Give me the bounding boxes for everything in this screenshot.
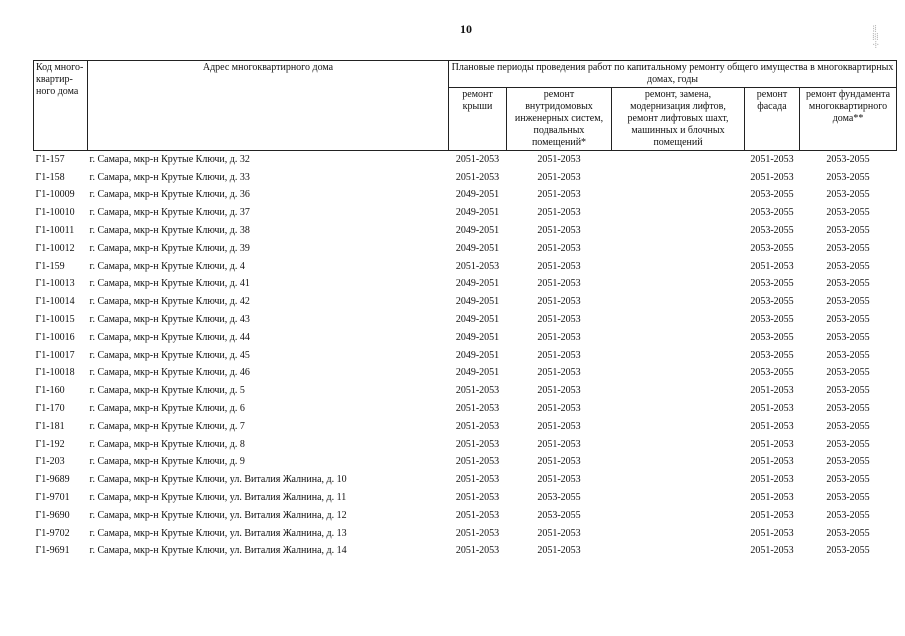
cell-code: Г1-10009 — [35, 189, 75, 201]
cell-address: г. Самара, мкр-н Крутые Ключи, д. 32 — [89, 153, 250, 165]
table-row — [34, 382, 897, 400]
cell-address: г. Самара, мкр-н Крутые Ключи, д. 4 — [89, 260, 245, 272]
cell-address: г. Самара, мкр-н Крутые Ключи, д. 44 — [89, 331, 250, 343]
cell-code: Г1-10016 — [35, 331, 75, 343]
cell-foundation: 2053-2055 — [826, 385, 870, 397]
cell-foundation: 2053-2055 — [826, 260, 870, 272]
cell-foundation: 2053-2055 — [826, 403, 870, 415]
cell-roof: 2051-2053 — [455, 438, 500, 450]
cell-foundation: 2053-2055 — [826, 527, 870, 539]
header-systems: ремонт внутридомовых инженерных систем, подвальных помещений* — [507, 88, 612, 151]
table-row — [34, 276, 897, 294]
cell-address: г. Самара, мкр-н Крутые Ключи, д. 42 — [89, 296, 250, 308]
cell-roof: 2051-2053 — [455, 492, 500, 504]
cell-address: г. Самара, мкр-н Крутые Ключи, д. 46 — [89, 367, 250, 379]
cell-address: г. Самара, мкр-н Крутые Ключи, д. 8 — [89, 438, 245, 450]
cell-facade: 2051-2053 — [750, 385, 794, 397]
cell-address: г. Самара, мкр-н Крутые Ключи, д. 41 — [89, 278, 250, 290]
table-row — [34, 169, 897, 187]
table-row — [34, 400, 897, 418]
cell-lifts — [612, 525, 745, 543]
cell-address: г. Самара, мкр-н Крутые Ключи, д. 38 — [89, 225, 250, 237]
cell-code: Г1-10015 — [35, 314, 75, 326]
cell-roof: 2051-2053 — [455, 527, 500, 539]
cell-foundation: 2053-2055 — [826, 509, 870, 521]
cell-code: Г1-159 — [35, 260, 65, 272]
cell-lifts — [612, 454, 745, 472]
cell-address: г. Самара, мкр-н Крутые Ключи, д. 37 — [89, 207, 250, 219]
cell-roof: 2051-2053 — [455, 153, 500, 165]
cell-systems: 2053-2055 — [537, 492, 581, 504]
cell-systems: 2051-2053 — [537, 527, 581, 539]
cell-roof: 2049-2051 — [455, 349, 500, 361]
cell-code: Г1-10014 — [35, 296, 75, 308]
cell-address: г. Самара, мкр-н Крутые Ключи, д. 39 — [89, 242, 250, 254]
table-row — [34, 489, 897, 507]
table-row — [34, 347, 897, 365]
cell-lifts — [612, 436, 745, 454]
cell-roof: 2051-2053 — [455, 509, 500, 521]
table-row — [34, 258, 897, 276]
cell-roof: 2049-2051 — [455, 225, 500, 237]
cell-roof: 2051-2053 — [455, 474, 500, 486]
cell-lifts — [612, 187, 745, 205]
cell-lifts — [612, 471, 745, 489]
cell-roof: 2051-2053 — [455, 171, 500, 183]
cell-address: г. Самара, мкр-н Крутые Ключи, д. 6 — [89, 403, 245, 415]
cell-facade: 2053-2055 — [750, 349, 794, 361]
cell-facade: 2053-2055 — [750, 242, 794, 254]
cell-address: г. Самара, мкр-н Крутые Ключи, д. 7 — [89, 420, 245, 432]
cell-foundation: 2053-2055 — [826, 420, 870, 432]
cell-systems: 2051-2053 — [537, 367, 581, 379]
cell-code: Г1-160 — [35, 385, 65, 397]
cell-facade: 2051-2053 — [750, 420, 794, 432]
cell-code: Г1-10013 — [35, 278, 75, 290]
cell-code: Г1-181 — [35, 420, 65, 432]
cell-code: Г1-9690 — [35, 509, 70, 521]
cell-address: г. Самара, мкр-н Крутые Ключи, д. 33 — [89, 171, 250, 183]
cell-systems: 2051-2053 — [537, 278, 581, 290]
cell-systems: 2051-2053 — [537, 420, 581, 432]
cell-code: Г1-9701 — [35, 492, 70, 504]
cell-facade: 2053-2055 — [750, 367, 794, 379]
cell-code: Г1-10017 — [35, 349, 75, 361]
cell-systems: 2051-2053 — [537, 545, 581, 557]
stamp-mark: ⁝⁞ ⁞⁝⁞ ·⁞· — [872, 24, 879, 51]
header-roof: ремонт крыши — [449, 88, 507, 151]
cell-roof: 2049-2051 — [455, 367, 500, 379]
cell-facade: 2051-2053 — [750, 171, 794, 183]
cell-systems: 2053-2055 — [537, 509, 581, 521]
table-row — [34, 471, 897, 489]
cell-roof: 2051-2053 — [455, 420, 500, 432]
table-row — [34, 151, 897, 169]
cell-lifts — [612, 543, 745, 561]
table-row — [34, 204, 897, 222]
cell-systems: 2051-2053 — [537, 385, 581, 397]
cell-foundation: 2053-2055 — [826, 367, 870, 379]
cell-code: Г1-157 — [35, 153, 65, 165]
cell-code: Г1-10012 — [35, 242, 75, 254]
cell-systems: 2051-2053 — [537, 189, 581, 201]
table-body — [34, 151, 897, 561]
cell-systems: 2051-2053 — [537, 225, 581, 237]
cell-address: г. Самара, мкр-н Крутые Ключи, ул. Виталия Жалнина, д. 10 — [89, 474, 347, 486]
table-row — [34, 311, 897, 329]
cell-facade: 2051-2053 — [750, 260, 794, 272]
cell-systems: 2051-2053 — [537, 296, 581, 308]
cell-systems: 2051-2053 — [537, 314, 581, 326]
cell-roof: 2049-2051 — [455, 296, 500, 308]
cell-facade: 2051-2053 — [750, 153, 794, 165]
cell-foundation: 2053-2055 — [826, 189, 870, 201]
cell-lifts — [612, 276, 745, 294]
cell-roof: 2051-2053 — [455, 403, 500, 415]
cell-address: г. Самара, мкр-н Крутые Ключи, ул. Виталия Жалнина, д. 14 — [89, 545, 347, 557]
cell-foundation: 2053-2055 — [826, 242, 870, 254]
cell-foundation: 2053-2055 — [826, 492, 870, 504]
cell-facade: 2053-2055 — [750, 189, 794, 201]
cell-lifts — [612, 293, 745, 311]
table-row — [34, 240, 897, 258]
cell-foundation: 2053-2055 — [826, 278, 870, 290]
cell-systems: 2051-2053 — [537, 474, 581, 486]
cell-facade: 2051-2053 — [750, 492, 794, 504]
cell-facade: 2051-2053 — [750, 403, 794, 415]
cell-facade: 2053-2055 — [750, 225, 794, 237]
cell-code: Г1-9689 — [35, 474, 70, 486]
cell-address: г. Самара, мкр-н Крутые Ключи, ул. Виталия Жалнина, д. 11 — [89, 492, 347, 504]
table-row — [34, 329, 897, 347]
table-row — [34, 365, 897, 383]
cell-systems: 2051-2053 — [537, 349, 581, 361]
cell-lifts — [612, 222, 745, 240]
cell-facade: 2051-2053 — [750, 438, 794, 450]
cell-foundation: 2053-2055 — [826, 314, 870, 326]
cell-roof: 2049-2051 — [455, 278, 500, 290]
cell-facade: 2053-2055 — [750, 314, 794, 326]
header-foundation: ремонт фундамента многоквартирного дома** — [800, 88, 897, 151]
cell-code: Г1-158 — [35, 171, 65, 183]
cell-systems: 2051-2053 — [537, 171, 581, 183]
cell-systems: 2051-2053 — [537, 403, 581, 415]
header-code: Код много-квартир-ного дома — [34, 61, 88, 151]
cell-code: Г1-192 — [35, 438, 65, 450]
cell-foundation: 2053-2055 — [826, 456, 870, 468]
cell-code: Г1-203 — [35, 456, 65, 468]
capital-repair-table — [33, 60, 897, 560]
cell-lifts — [612, 382, 745, 400]
cell-foundation: 2053-2055 — [826, 225, 870, 237]
cell-facade: 2051-2053 — [750, 527, 794, 539]
cell-roof: 2049-2051 — [455, 242, 500, 254]
cell-foundation: 2053-2055 — [826, 438, 870, 450]
cell-address: г. Самара, мкр-н Крутые Ключи, д. 9 — [89, 456, 245, 468]
cell-address: г. Самара, мкр-н Крутые Ключи, д. 5 — [89, 385, 245, 397]
cell-roof: 2049-2051 — [455, 207, 500, 219]
cell-foundation: 2053-2055 — [826, 331, 870, 343]
cell-foundation: 2053-2055 — [826, 349, 870, 361]
cell-facade: 2053-2055 — [750, 207, 794, 219]
cell-facade: 2051-2053 — [750, 474, 794, 486]
cell-address: г. Самара, мкр-н Крутые Ключи, д. 36 — [89, 189, 250, 201]
cell-code: Г1-9702 — [35, 527, 70, 539]
table-row — [34, 454, 897, 472]
cell-facade: 2051-2053 — [750, 509, 794, 521]
cell-lifts — [612, 169, 745, 187]
cell-lifts — [612, 489, 745, 507]
cell-roof: 2051-2053 — [455, 260, 500, 272]
cell-lifts — [612, 204, 745, 222]
cell-facade: 2051-2053 — [750, 456, 794, 468]
header-lifts: ремонт, замена, модернизация лифтов, ремонт лифтовых шахт, машинных и блочных помещений — [612, 88, 745, 151]
cell-lifts — [612, 311, 745, 329]
cell-roof: 2049-2051 — [455, 189, 500, 201]
cell-address: г. Самара, мкр-н Крутые Ключи, д. 45 — [89, 349, 250, 361]
cell-systems: 2051-2053 — [537, 242, 581, 254]
cell-code: Г1-170 — [35, 403, 65, 415]
cell-facade: 2051-2053 — [750, 545, 794, 557]
cell-facade: 2053-2055 — [750, 278, 794, 290]
table-row — [34, 418, 897, 436]
cell-systems: 2051-2053 — [537, 438, 581, 450]
cell-code: Г1-10018 — [35, 367, 75, 379]
cell-roof: 2051-2053 — [455, 385, 500, 397]
cell-facade: 2053-2055 — [750, 296, 794, 308]
cell-code: Г1-10011 — [35, 225, 75, 237]
table-row — [34, 525, 897, 543]
cell-systems: 2051-2053 — [537, 456, 581, 468]
cell-foundation: 2053-2055 — [826, 545, 870, 557]
cell-address: г. Самара, мкр-н Крутые Ключи, ул. Виталия Жалнина, д. 13 — [89, 527, 347, 539]
cell-lifts — [612, 151, 745, 169]
cell-lifts — [612, 507, 745, 525]
cell-facade: 2053-2055 — [750, 331, 794, 343]
cell-lifts — [612, 418, 745, 436]
cell-lifts — [612, 240, 745, 258]
header-facade: ремонт фасада — [745, 88, 800, 151]
cell-foundation: 2053-2055 — [826, 474, 870, 486]
cell-code: Г1-10010 — [35, 207, 75, 219]
page-number: 10 — [460, 22, 472, 36]
cell-foundation: 2053-2055 — [826, 296, 870, 308]
table-row — [34, 543, 897, 561]
cell-systems: 2051-2053 — [537, 207, 581, 219]
cell-systems: 2051-2053 — [537, 153, 581, 165]
cell-foundation: 2053-2055 — [826, 153, 870, 165]
cell-lifts — [612, 365, 745, 383]
cell-address: г. Самара, мкр-н Крутые Ключи, д. 43 — [89, 314, 250, 326]
table-row — [34, 436, 897, 454]
table-row — [34, 222, 897, 240]
cell-lifts — [612, 258, 745, 276]
header-address: Адрес многоквартирного дома — [88, 61, 449, 151]
cell-roof: 2049-2051 — [455, 314, 500, 326]
cell-roof: 2051-2053 — [455, 456, 500, 468]
cell-lifts — [612, 400, 745, 418]
cell-roof: 2051-2053 — [455, 545, 500, 557]
cell-foundation: 2053-2055 — [826, 171, 870, 183]
cell-systems: 2051-2053 — [537, 331, 581, 343]
cell-foundation: 2053-2055 — [826, 207, 870, 219]
cell-code: Г1-9691 — [35, 545, 70, 557]
table-row — [34, 187, 897, 205]
header-row-1 — [34, 61, 897, 88]
table-row — [34, 507, 897, 525]
header-periods: Плановые периоды проведения работ по капитальному ремонту общего имущества в многоквартирных домах, годы — [449, 61, 897, 88]
cell-lifts — [612, 347, 745, 365]
cell-address: г. Самара, мкр-н Крутые Ключи, ул. Виталия Жалнина, д. 12 — [89, 509, 347, 521]
cell-systems: 2051-2053 — [537, 260, 581, 272]
table-row — [34, 293, 897, 311]
cell-lifts — [612, 329, 745, 347]
cell-roof: 2049-2051 — [455, 331, 500, 343]
